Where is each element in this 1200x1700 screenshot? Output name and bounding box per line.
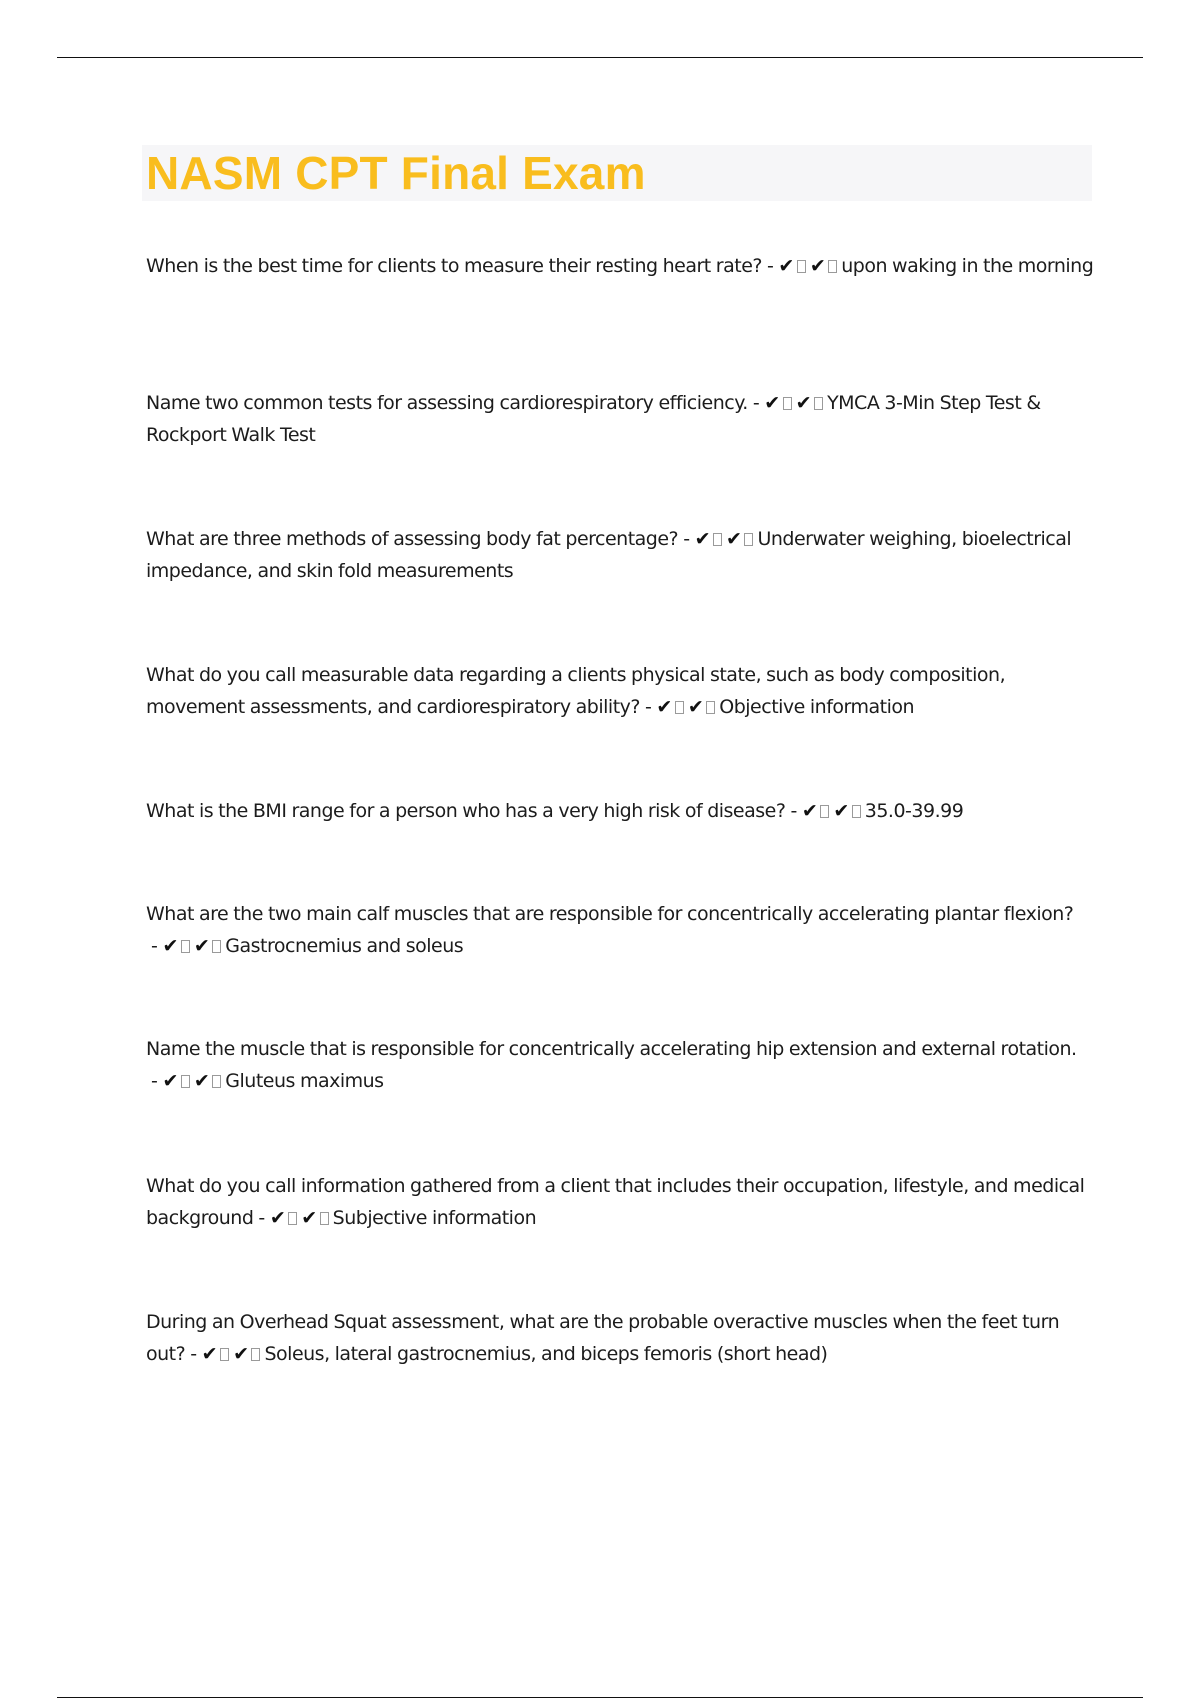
qa-item [146,795,1096,827]
qa-item [146,1170,1096,1234]
qa-item [146,523,1096,587]
answer-text: upon waking in the morning [841,255,1094,277]
missing-glyph-box [320,1212,329,1225]
answer-text: Subjective information [332,1207,537,1229]
separator: - [185,1343,202,1365]
check-icon: ✔ [726,528,742,550]
separator: - [678,528,695,550]
missing-glyph-box [181,940,190,953]
check-icon: ✔ [269,1207,286,1229]
check-icon: ✔ [301,1207,317,1229]
missing-glyph-box [212,940,221,953]
question-text: Name two common tests for assessing cardiorespiratory efficiency. [146,392,748,414]
separator: - [761,255,779,277]
separator: - [253,1207,270,1229]
check-icon: ✔ [833,800,849,822]
check-icon: ✔ [193,1070,210,1092]
missing-glyph-box [251,1348,260,1361]
missing-glyph-box [797,260,806,273]
check-icon: ✔ [656,696,672,718]
missing-glyph-box [675,701,684,714]
missing-glyph-box [288,1212,297,1225]
answer-marker [162,1070,225,1092]
answer-text: Gastrocnemius and soleus [225,935,464,957]
check-icon: ✔ [201,1343,218,1365]
check-icon: ✔ [764,392,780,414]
check-icon: ✔ [809,255,826,277]
question-text: Name the muscle that is responsible for concentrically accelerating hip extension and external rotation. [146,1038,1077,1060]
check-icon: ✔ [694,528,711,550]
separator: - [146,1070,163,1092]
missing-glyph-box [820,805,829,818]
footer-rule [57,1697,1143,1698]
answer-marker [764,392,827,414]
qa-item [146,387,1096,451]
question-text: When is the best time for clients to measure their resting heart rate? [146,255,762,277]
check-icon: ✔ [687,696,704,718]
check-icon: ✔ [162,935,178,957]
answer-marker [656,696,719,718]
question-text: What is the BMI range for a person who has a very high risk of disease? [146,800,786,822]
missing-glyph-box [783,397,792,410]
missing-glyph-box [713,533,722,546]
question-text: What do you call information gathered from a client that includes their occupation, lifestyle, and medical background [146,1175,1085,1229]
question-text: During an Overhead Squat assessment, what are the probable overactive muscles when the feet turn out? [146,1311,1060,1365]
answer-text: Objective information [719,696,915,718]
missing-glyph-box [706,701,715,714]
header-rule [57,57,1143,58]
separator: - [146,935,163,957]
answer-marker [695,528,758,550]
question-text: What do you call measurable data regarding a clients physical state, such as body composition, movement assessments, and cardiorespiratory ability? [146,664,1006,718]
qa-item [146,250,1096,282]
check-icon: ✔ [778,255,794,277]
separator: - [639,696,657,718]
qa-item [146,1033,1096,1097]
check-icon: ✔ [233,1343,249,1365]
question-text: What are three methods of assessing body fat percentage? [146,528,679,550]
missing-glyph-box [220,1348,229,1361]
answer-marker [270,1207,333,1229]
check-icon: ✔ [801,800,818,822]
question-text: What are the two main calf muscles that are responsible for concentrically accelerating plantar flexion? [146,903,1074,925]
qa-item [146,1306,1096,1370]
answer-text: YMCA 3-Min Step Test & Rockport Walk Test [146,392,1041,446]
missing-glyph-box [852,805,861,818]
missing-glyph-box [212,1075,221,1088]
answer-marker [162,935,225,957]
check-icon: ✔ [193,935,210,957]
separator: - [785,800,802,822]
answer-marker [778,255,841,277]
answer-marker [202,1343,265,1365]
answer-marker [802,800,865,822]
answer-text: 35.0-39.99 [864,800,964,822]
missing-glyph-box [744,533,753,546]
answer-text: Gluteus maximus [225,1070,384,1092]
qa-item [146,898,1096,962]
missing-glyph-box [181,1075,190,1088]
answer-text: Soleus, lateral gastrocnemius, and biceps femoris (short head) [264,1343,828,1365]
document-title: NASM CPT Final Exam [146,147,646,199]
answer-text: Underwater weighing, bioelectrical impedance, and skin fold measurements [146,528,1072,582]
check-icon: ✔ [795,392,812,414]
missing-glyph-box [814,397,823,410]
qa-item [146,659,1096,723]
missing-glyph-box [828,260,837,273]
separator: - [747,392,765,414]
check-icon: ✔ [162,1070,178,1092]
